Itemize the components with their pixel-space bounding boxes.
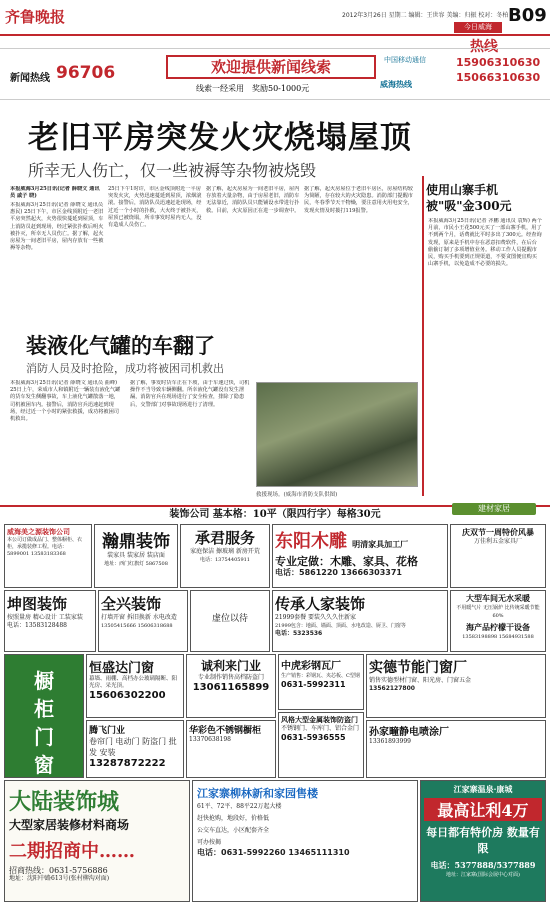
- ad-sunjia: [366, 720, 546, 778]
- ad-title: 东阳木雕: [275, 531, 347, 552]
- main-col-4: 据了解，起火房屋位于老旧平房区，房屋结构较为简陋，存在较大的火灾隐患。消防部门提醒市民，冬春季节天干物燥，要注意用火用电安全，发现火情及时拨打119报警。: [304, 186, 413, 214]
- ad-haipin-title: 海产品柠檬干设备: [466, 622, 530, 632]
- mobile-brand: 中国移动通信: [384, 56, 426, 64]
- second-col-2: 据了解，事发时货车正在下坡，由于车速过快，司机操作不当导致车辆侧翻。所幸液化气罐没有发生泄漏，消防官兵在现场进行了安全检查，排除了隐患后，交警部门对事故现场进行了清理。: [130, 380, 250, 408]
- ad-title: 大型车间无水采暖: [466, 593, 530, 603]
- ad-tel: 0631-5936555: [281, 733, 346, 742]
- ad-item-4: 可办按揭: [197, 839, 222, 846]
- ad-tel: 电话：5377888/5377889: [430, 860, 536, 870]
- main-col-3: 据了解，起火房屋为一间老旧平房，屋内存放着大量杂物，由于房屋老旧，消防车无法靠近，消防队员只能铺设水带进行扑救。目前，火灾原因正在进一步调查中。: [206, 186, 300, 214]
- ad-handing: [94, 524, 178, 588]
- ad-title: 庆双节一周特价风暴: [462, 527, 534, 537]
- mobile-hotline-label: 威海热线: [380, 79, 412, 89]
- second-headline: 装液化气罐的车翻了: [26, 333, 215, 358]
- ad-caise: [186, 720, 276, 778]
- ad-line: 专业定做：木雕、家具、花格: [275, 555, 418, 568]
- hotline-phone-1: 15906310630: [456, 56, 541, 69]
- ad-text: 万佳利五金家具厂: [473, 538, 522, 545]
- ad-title: 腾飞门业: [89, 726, 126, 736]
- ad-tel: 电话：0631-5992260 13465111310: [197, 848, 350, 857]
- ad-title: 虚位以待: [211, 614, 248, 624]
- hotline-phone-2: 15066310630: [456, 71, 541, 84]
- ad-text: 本公司订做成品门、整体橱柜、衣柜，承揽装修工程。电话：5899001 13583183368: [7, 537, 83, 557]
- ad-chuanyi: [272, 590, 448, 652]
- ad-kungu: [4, 590, 96, 652]
- second-col-1: 本报威海3月25日讯(记者 薛晓文 通讯员 曲峰) 25日上午，荣成市人和镇附近一辆装有液化气罐的货车发生侧翻事故，车上液化气罐散落一地，司机被困车内。接警后，消防官兵迅速赶到现场，经过近一个小时的紧张救援，成功将被困司机救出。: [10, 380, 121, 423]
- section-tag: 今日威海: [454, 22, 502, 33]
- ad-text: 幕墙、雨棚、高档办公玻璃隔断、阳光房、采光顶。: [89, 676, 178, 689]
- side-body: 本报威海3月25日讯(记者 齐鹏 通讯员 袁辉) 两个月前，市民小王花500元买了一部山寨手机，用了不到两个月，话费就比平时多出了300元。经查询发现，原来是手机中存在恶意扣费软件，在后台偷偷订制了多项增值业务。移动工作人员提醒市民，购买手机要到正规渠道，不要贪图便宜购买山寨手机，以免造成不必要的损失。: [428, 218, 542, 268]
- ad-addr: 地址：沈阳中路613号(张村柳沟对面): [9, 875, 110, 882]
- ad-tel: 电话：5323536: [275, 630, 323, 637]
- hotline-banner: [0, 48, 550, 100]
- ad-hengsheng: [86, 654, 184, 718]
- ad-tel: 13061165899: [192, 682, 270, 693]
- ad-door-char-1: 橱: [34, 669, 54, 693]
- page-header: [0, 0, 550, 36]
- ad-title: 江家寨温泉·康城: [453, 784, 513, 794]
- ad-text: 家庭保洁 擦玻璃 新房开荒: [190, 548, 260, 555]
- ad-quanxing: [98, 590, 188, 652]
- hotline-number: 96706: [56, 63, 116, 83]
- ad-item-1: 61平、72平、88平22万起大楼: [197, 803, 282, 810]
- ad-liumu: [192, 780, 418, 902]
- ad-shiyan: [366, 654, 546, 718]
- ads-header: 装饰公司 基本格：10平（限四行字）每格30元: [169, 509, 381, 520]
- ad-title: 实德节能门窗厂: [369, 660, 467, 676]
- ad-dadian: [450, 590, 546, 652]
- ad-title: 江家寨柳林新和家园售楼: [197, 787, 318, 800]
- ad-tel: 13562127800: [369, 685, 415, 692]
- ad-text: 打墙开窗 拆旧换新 水电改造: [101, 614, 177, 621]
- ad-tel: 0631-5992311: [281, 680, 346, 689]
- ad-door-char-4: 窗: [34, 753, 54, 777]
- main-col-2: 25日下午1时许，市区金线顶附近一平房突发火灾，火势迅速蔓延到屋顶，浓烟滚滚。接警后，消防队员迅速赶赴现场，经过近一个小时的扑救，大火终于被扑灭，屋顶已被烧塌，所幸事发时屋内无人，没有造成人员伤亡。: [108, 186, 202, 229]
- ad-door-banner: [4, 654, 84, 778]
- ad-tel: 电话：13754405911: [200, 557, 250, 563]
- ad-addr: 地址：江家寨(国际会展中心对面): [446, 872, 520, 878]
- ad-zhonghong: [278, 654, 364, 710]
- ad-tel: 13287872222: [89, 758, 166, 769]
- accident-photo: [256, 382, 418, 487]
- ad-text: 不用暖气片 无压锅炉 比传统采暖节能60%: [456, 605, 540, 619]
- ad-title: 风格大型金属装饰防盗门: [281, 715, 358, 724]
- ad-dongyang: [272, 524, 448, 588]
- ad-text: 专业制作销售高档防盗门: [197, 674, 264, 681]
- ad-weihai-meizhi: [4, 524, 92, 588]
- ad-sub: 21999套餐 要装久久久住新家: [275, 614, 356, 621]
- main-byline: 本报威海3月25日讯(记者 薛晓文 通讯员 戚子 晓): [10, 186, 100, 200]
- main-subheadline: 所幸无人伤亡，仅一些被褥等杂物被烧毁: [28, 161, 317, 180]
- ad-text: 销售实德型材门窗、阳光房、门窗五金: [369, 677, 472, 684]
- jiancai-tag: 建材家居: [452, 503, 536, 515]
- ad-title: 诚利来门业: [200, 659, 261, 673]
- photo-caption: 救援现场。(威海市消防支队供图): [256, 492, 338, 498]
- ad-title: 大陆装饰城: [9, 789, 120, 815]
- ad-sub: 大型家居装修材料商场: [9, 818, 130, 832]
- hotline-phones: [456, 55, 540, 85]
- ad-promo: 二期招商中……: [9, 841, 135, 862]
- ad-door-char-2: 柜: [34, 697, 54, 721]
- main-col-1: 本报威海3月25日讯(记者 薛晓文 通讯员 惠民) 25日下午，市区金线顶附近一老旧平房突然起火，火势很快蔓延到屋顶，车上消防员赶到现场，经过紧张扑救后明火被扑灭，所幸无人员伤亡。据了解，起火房屋为一间老旧平房，屋内存放有一些被褥等杂物。: [10, 202, 104, 252]
- second-subheadline: 消防人员及时抢险，成功将被困司机救出: [26, 362, 224, 375]
- ad-door-char-3: 门: [34, 725, 54, 749]
- ad-title: 威海美之源装饰公司: [7, 527, 70, 536]
- ad-tel: 13361893999: [369, 738, 411, 745]
- side-divider: [422, 176, 424, 496]
- ad-item-3: 公交车直达，小区配套齐全: [197, 827, 270, 834]
- ad-text: 装家具 装家居 装店面: [107, 552, 165, 559]
- ad-title: 坤图装饰: [7, 595, 68, 613]
- ad-tel: 15606302200: [89, 690, 166, 701]
- ad-taling: [4, 780, 190, 902]
- ad-qingshuang: [450, 524, 546, 588]
- ad-chengfu: [180, 524, 270, 588]
- ad-tel: 招商热线：0631-5756886: [9, 866, 108, 875]
- ad-tel: 13370638198: [189, 736, 231, 743]
- ad-big: 最高让利4万: [424, 798, 542, 821]
- ad-title: 承君服务: [194, 529, 255, 547]
- newspaper-logo: 齐鲁晚报: [5, 8, 66, 26]
- main-headline: 老旧平房突发火灾烧塌屋顶: [28, 120, 412, 156]
- ad-title: 全兴装饰: [101, 595, 162, 613]
- ad-sub: 明清家具加工厂: [352, 539, 409, 549]
- ad-haipin-tel: 13583198898 15684931588: [462, 634, 534, 640]
- ad-tel: 13505415666 15606318688: [101, 623, 173, 629]
- ad-jiangjia: [420, 780, 546, 902]
- ad-title: 中虎彩钢瓦厂: [281, 661, 341, 672]
- ad-title: 孙家疃静电喷涂厂: [369, 727, 449, 738]
- ad-tel: 电话：13583128488: [7, 622, 67, 629]
- ad-tenggu: [86, 720, 184, 778]
- ad-text: 不锈钢门、车库门、铝合金门: [281, 725, 360, 732]
- ad-tel: 地址：西门红旗灯 5867508: [104, 561, 168, 567]
- ad-tel: 电话：5861220 13666303371: [275, 568, 402, 577]
- ad-item-2: 赶快抢购，地段好，价格低: [197, 815, 270, 822]
- ad-text: 21999包含：地面、墙面、顶面、水电改造、厨卫、门窗等: [275, 623, 406, 629]
- ad-fenggao: [278, 712, 364, 778]
- side-headline: 使用山寨手机 被"吸"金300元: [426, 183, 512, 213]
- hotline-slogan: 欢迎提供新闻线索: [166, 55, 376, 79]
- issue-meta: 2012年3月26日 星期二 编辑：王世容 美编：归振 校对：冬柏: [342, 12, 509, 19]
- ad-title: 瀚鼎装饰: [102, 532, 170, 552]
- ad-title: 恒盛达门窗: [89, 661, 155, 676]
- ad-title: 传承人家装饰: [275, 595, 366, 613]
- page-number: B09: [508, 5, 547, 26]
- section-name: 热线: [470, 39, 498, 55]
- ad-xuwei: [190, 590, 270, 652]
- ad-promo: 每日都有特价房 数量有限: [426, 826, 540, 855]
- ad-text: 按照量房 精心设计 工装家装: [7, 614, 83, 621]
- hotline-reward: 线索一经采用 奖励50-1000元: [196, 84, 310, 93]
- hotline-label: 新闻热线: [10, 73, 50, 84]
- ad-chengli: [186, 654, 276, 718]
- ad-text: 卷帘门 电动门 防盗门 批发 安装: [89, 737, 177, 757]
- ad-title: 华彩色不锈钢橱柜: [189, 726, 262, 736]
- ad-text: 生产销售：彩钢瓦、夹芯板、C型钢: [281, 673, 360, 679]
